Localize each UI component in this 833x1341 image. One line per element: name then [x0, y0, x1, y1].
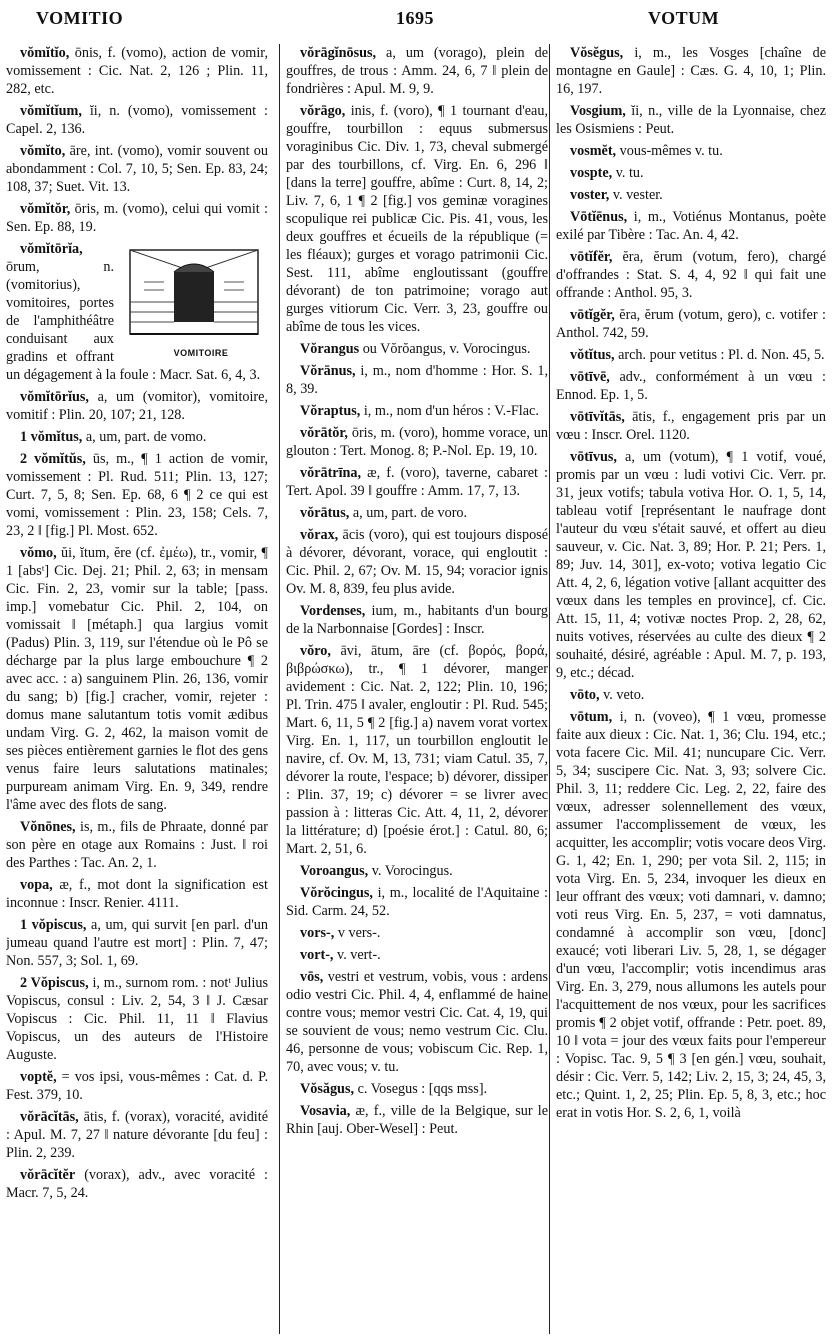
definition: ĭi, n., ville de la Lyonnaise, chez les Osismiens : Peut.: [556, 103, 826, 137]
headword: vŏmĭtōrĭa,: [20, 241, 83, 257]
dictionary-entry: [6, 428, 268, 446]
headword: 2 Vŏpiscus,: [20, 975, 89, 991]
dictionary-entry: [286, 44, 548, 98]
headword: vŏro,: [300, 643, 331, 659]
headword: vŏtĭtus,: [570, 347, 615, 363]
dictionary-entry: [286, 862, 548, 880]
dictionary-entry: [6, 44, 268, 98]
headword: vŏrāgĭnōsus,: [300, 45, 377, 61]
definition: vous-mêmes v. tu.: [616, 143, 723, 159]
headword: Vŏsĕgus,: [570, 45, 624, 61]
column-divider: [279, 44, 280, 1334]
headword: 1 vŏpiscus,: [20, 917, 87, 933]
dictionary-entry: [6, 388, 268, 424]
running-head-left: VOMITIO: [36, 8, 124, 28]
headword: vŏmĭtōrĭus,: [20, 389, 89, 405]
dictionary-entry: [556, 102, 826, 138]
definition: ōris, m. (voro), homme vorace, un glouton : Tert. Monog. 8; P.-Nol. Ep. 19, 10.: [286, 425, 548, 459]
dictionary-entry: [556, 44, 826, 98]
dictionary-entry: [6, 1166, 268, 1202]
column-2: [286, 44, 548, 1334]
definition: i, n. (voveo), ¶ 1 vœu, promesse faite aux dieux : Cic. Nat. 1, 36; Clu. 194, etc.; vota facere Cic. Mil. 41; nuncupare Cic. Verr. 5, 34; suscipere Cic. Nat. 3, 93; solvere Cic. Phil. 3, 11; reddere Cic. Leg. 2, 22, faire des vœux, adresser solennellement des vœux, assumer l'accomplissement de vœux, les acquitter, les accomplir; votis vocare deos Virg. G. 1, 42; En. 1, 290; per vota Sil. 2, 115; in vota Virg. En. 5, 234, invoquer les dieux en leur offrant des vœux; voti damnari, v. damno; voti reus Virg. En. 5, 237, = voti damnatus, condamné à accomplir son vœu, [donc] exaucé; voti liberari Liv. 5, 28, 1, se dégager d'un vœu, l'accomplir; votis incendimus aras Virg. En. 3, 279, nous allumons les autels pour l'acquittement de nos vœux, pour les sacrifices promis ¶ 2 objet votif, offrande : Petr. poet. 89, 10 ‖ vota = jour des vœux faits pour l'empereur : Vopisc. Tac. 9, 5 ¶ 3 [en gén.] vœu, souhait, désir : Cic. Verr. 5, 142; Liv. 2, 15, 3; 24, 45, 3, etc.; Quint. 1, 2, 25; Plin. Ep. 5, 8, 3, etc.; hoc erat in votis Hor. S. 2, 6, 1, voilà: [556, 709, 826, 1121]
dictionary-entry: [286, 102, 548, 336]
definition: is, m., fils de Phraate, donné par son père en otage aux Romains : Just. ‖ roi des Parthes : Tac. An. 2, 1.: [6, 819, 268, 871]
dictionary-entry: [286, 924, 548, 942]
definition: adv., conformément à un vœu : Ennod. Ep. 1, 5.: [556, 369, 826, 403]
definition: æ, f., ville de la Belgique, sur le Rhin [auj. Ober-Wesel] : Peut.: [286, 1103, 548, 1137]
dictionary-entry: [286, 1102, 548, 1138]
definition: v. veto.: [599, 687, 645, 703]
dictionary-entry: [286, 402, 548, 420]
dictionary-entry: [6, 876, 268, 912]
definition: i, m., Votiénus Montanus, poète exilé par Tibère : Tac. An. 4, 42.: [556, 209, 826, 243]
dictionary-entry: [286, 602, 548, 638]
headword: Vŏnōnes,: [20, 819, 76, 835]
definition: vestri et vestrum, vobis, vous : ardens odio vestri Cic. Phil. 4, 4, enflammé de haine contre vous; memor vestri Cic. Cat. 4, 19, qui se souvient de vous; nemo vestrum Cic. Clu. 46, personne de vous; vobiscum Cic. Rep. 1, 70, avec vous; v. tu.: [286, 969, 548, 1075]
dictionary-entry: [286, 464, 548, 500]
dictionary-entry: [556, 408, 826, 444]
headword: vŏrātŏr,: [300, 425, 348, 441]
definition: ōrum, n. (vomitorius), vomitoires, portes de l'amphithéâtre conduisant aux gradins et offrant un dégagement à la foule : Macr. Sat. 6, 4, 3.: [6, 259, 261, 383]
definition: i, m., nom d'un héros : V.-Flac.: [360, 403, 539, 419]
dictionary-entry: [556, 186, 826, 204]
headword: vŏrax,: [300, 527, 339, 543]
dictionary-entry: [286, 340, 548, 358]
definition: ātis, f. (vorax), voracité, avidité : Apul. M. 7, 27 ‖ nature dévorante [du feu] : Plin. 2, 239.: [6, 1109, 268, 1161]
headword: 2 vŏmĭtŭs,: [20, 451, 86, 467]
headword: vŏrācĭtĕr: [20, 1167, 76, 1183]
definition: i, m., les Vosges [chaîne de montagne en Gaule] : Cæs. G. 4, 10, 1; Plin. 16, 197.: [556, 45, 826, 97]
headword: vōto,: [570, 687, 600, 703]
vomitorium-illustration-icon: [124, 242, 264, 342]
definition: a, um, qui survit [en parl. d'un jumeau quand l'autre est mort] : Plin. 7, 47; Non. 557, 3; Sol. 1, 69.: [6, 917, 268, 969]
dictionary-columns: [0, 44, 833, 1334]
running-head-right: VOTUM: [648, 8, 720, 28]
dictionary-entry: [286, 1080, 548, 1098]
headword: Vordenses,: [300, 603, 366, 619]
headword: vosmĕt,: [570, 143, 617, 159]
definition: ōnis, f. (vomo), action de vomir, vomissement : Cic. Nat. 2, 126 ; Plin. 11, 282, etc.: [6, 45, 268, 97]
definition: i, m., surnom rom. : notᵗ Julius Vopiscus, consul : Liv. 2, 54, 3 ‖ J. Cæsar Vopiscus : Cic. Phil. 11, 11 ‖ Flavius Vopiscus, un des auteurs de l'Histoire Auguste.: [6, 975, 268, 1063]
headword: vōs,: [300, 969, 324, 985]
dictionary-entry: [556, 306, 826, 342]
page-header: [0, 8, 833, 40]
dictionary-entry: [6, 142, 268, 196]
dictionary-entry: [286, 968, 548, 1076]
dictionary-entry: [286, 362, 548, 398]
dictionary-entry: [286, 884, 548, 920]
headword: Vŏrŏcingus,: [300, 885, 373, 901]
headword: vōtīvē,: [570, 369, 610, 385]
dictionary-entry: [556, 248, 826, 302]
definition: a, um (votum), ¶ 1 votif, voué, promis par un vœu : ludi votivi Cic. Verr. pr. 31, jeux votifs; tabula votiva Hor. O. 1, 5, 14, tableau votif [représentant le naufrage dont l'auteur du vœu s'était sauvé, et offert au dieu sauveur, v. Cic. Nat. 3, 89; Hor. P. 21; Pers. 1, 89; Juv. 14, 301], ex-voto; votiva legatio Cic Att. 4, 2, 6, légation votive [allant acquitter des vœux dans les temples en province], cf. Cic. Att. 15, 11, 4; votivæ noctes Prop. 2, 28, 62, nuits votives, réservées au culte des dieux ¶ 2 souhaité, désiré, agréable : Apul. M. 7, p. 193, 9, etc.; décad.: [556, 449, 826, 681]
headword: vŏmĭtĭo,: [20, 45, 70, 61]
definition: i, m., localité de l'Aquitaine : Sid. Carm. 24, 52.: [286, 885, 548, 919]
headword: 1 vŏmĭtus,: [20, 429, 83, 445]
dictionary-entry: [6, 1068, 268, 1104]
definition: ium, m., habitants d'un bourg de la Narbonnaise [Gordes] : Inscr.: [286, 603, 548, 637]
dictionary-entry: [286, 504, 548, 522]
definition: æ, f., mot dont la signification est inconnue : Inscr. Renier. 4111.: [6, 877, 268, 911]
headword: vŏmo,: [20, 545, 57, 561]
dictionary-entry: [6, 450, 268, 540]
headword: vŏmĭto,: [20, 143, 66, 159]
headword: Vosgium,: [570, 103, 626, 119]
dictionary-entry: [6, 102, 268, 138]
figure-caption: VOMITOIRE: [173, 348, 229, 358]
headword: vōtĭgĕr,: [570, 307, 615, 323]
page-number: 1695: [396, 8, 434, 28]
definition: a, um, part. de voro.: [349, 505, 468, 521]
definition: a, um (vomitor), vomitoire, vomitif : Plin. 20, 107; 21, 128.: [6, 389, 268, 423]
dictionary-entry: [6, 544, 268, 814]
dictionary-entry: [556, 708, 826, 1122]
definition: i, m., nom d'homme : Hor. S. 1, 8, 39.: [286, 363, 548, 397]
headword: vŏmĭtĭum,: [20, 103, 82, 119]
definition: æ, f. (voro), taverne, cabaret : Tert. Apol. 39 ‖ gouffre : Amm. 17, 7, 13.: [286, 465, 548, 499]
headword: voster,: [570, 187, 610, 203]
headword: vors-,: [300, 925, 335, 941]
definition: inis, f. (voro), ¶ 1 tournant d'eau, gouffre, tourbillon : equus submersus voraginibus Cic. Div. 1, 73, cheval submergé par des tourbillons, cf. Virg. En. 6, 296 ‖ [dans la terre] gouffre, abîme : Curt. 8, 14, 2; Liv. 7, 6, 1 ¶ 2 [fig.] vos geminæ voragines scopulique rei publicæ Cic. Pis. 41, vous, les deux gouffres et écueils de la république (= les fléaux); gurges et vorago patrimonii Cic. Sest. 111, abîme engloutissant (gouffre dévorant) de ton patrimoine; vorago aut gurges vitiorum Cic. Verr. 3, 23, gouffre ou abîme de tous les vices.: [286, 103, 548, 335]
dictionary-entry: [556, 368, 826, 404]
headword: vŏrātus,: [300, 505, 350, 521]
headword: vōtĭfĕr,: [570, 249, 613, 265]
definition: (vorax), adv., avec voracité : Macr. 7, 5, 24.: [6, 1167, 268, 1201]
dictionary-entry: [6, 1108, 268, 1162]
definition: v. Vorocingus.: [368, 863, 453, 879]
column-divider: [549, 44, 550, 1334]
dictionary-entry: [556, 448, 826, 682]
definition: ūs, m., ¶ 1 action de vomir, vomissement : Pl. Rud. 511; Plin. 13, 127; Curt. 7, 5, 8; Sen. Ep. 68, 6 ¶ 2 ce qui est vomi, vomissement : Plin. 23, 158; Cels. 7, 23, 2 ‖ [fig.] Pl. Most. 652.: [6, 451, 268, 539]
dictionary-entry: [556, 208, 826, 244]
headword: vōtīvus,: [570, 449, 617, 465]
dictionary-entry: [286, 946, 548, 964]
definition: v. vert-.: [333, 947, 381, 963]
dictionary-entry: [286, 526, 548, 598]
dictionary-entry: [6, 974, 268, 1064]
dictionary-entry: [6, 200, 268, 236]
definition: a, um (vorago), plein de gouffres, de trous : Amm. 24, 6, 7 ‖ plein de fondrières : Apul. M. 9, 9.: [286, 45, 548, 97]
headword: vŏrāgo,: [300, 103, 346, 119]
dictionary-entry: [556, 686, 826, 704]
dictionary-entry: [286, 424, 548, 460]
headword: Vosavia,: [300, 1103, 351, 1119]
definition: c. Vosegus : [qqs mss].: [354, 1081, 488, 1097]
headword: vort-,: [300, 947, 334, 963]
definition: ātis, f., engagement pris par un vœu : Inscr. Orel. 1120.: [556, 409, 826, 443]
dictionary-entry: [556, 164, 826, 182]
dictionary-entry: [6, 818, 268, 872]
definition: āre, int. (vomo), vomir souvent ou abondamment : Col. 7, 10, 5; Sen. Ep. 83, 24; 108, 37; Suet. Vit. 13.: [6, 143, 268, 195]
definition: v vers-.: [334, 925, 381, 941]
definition: v. vester.: [609, 187, 663, 203]
definition: ĭi, n. (vomo), vomissement : Capel. 2, 136.: [6, 103, 268, 137]
headword: Vŏrānus,: [300, 363, 356, 379]
column-3: [556, 44, 826, 1334]
headword: Voroangus,: [300, 863, 369, 879]
definition: āvi, ātum, āre (cf. βορός, βορά, βιβρώσκω), tr., ¶ 1 dévorer, manger avidement : Cic. Nat. 2, 122; Plin. 10, 196; Pl. Trin. 475 ‖ avaler, engloutir : Pl. Rud. 545; Mart. 6, 11, 5 ¶ 2 [fig.] a) navem vorat vortex Virg. En. 1, 117, un tourbillon engloutit le navire, cf. Ov. M, 13, 731; viam Catul. 35, 7, dévorer la route, l'espace; b) dévorer, dissiper : Plin. 37, 19; c) dévorer = se livrer avec passion à : litteras Cic. Att. 4, 11, 2, dévorer la littérature; d) [poésie érot.] : Catul. 80, 6; Mart. 2, 51, 6.: [286, 643, 548, 857]
definition: = vos ipsi, vous-mêmes : Cat. d. P. Fest. 379, 10.: [6, 1069, 268, 1103]
headword: vŏmĭtŏr,: [20, 201, 71, 217]
definition: v. tu.: [612, 165, 644, 181]
definition: ĕra, ĕrum (votum, gero), c. votifer : Anthol. 742, 59.: [556, 307, 826, 341]
dictionary-entry: [6, 916, 268, 970]
headword: Vŏsăgus,: [300, 1081, 355, 1097]
headword: vŏrācĭtās,: [20, 1109, 79, 1125]
definition: a, um, part. de vomo.: [82, 429, 207, 445]
definition: ācis (voro), qui est toujours disposé à dévorer, dévorant, vorace, qui engloutit : Cic. Phil. 2, 67; Ov. M. 15, 94; voracior ignis Ov. M. 8, 839, feu plus avide.: [286, 527, 548, 597]
definition: arch. pour vetitus : Pl. d. Non. 45, 5.: [614, 347, 825, 363]
column-1: [6, 44, 268, 1334]
dictionary-entry: [556, 142, 826, 160]
headword: Vōtĭēnus,: [570, 209, 628, 225]
headword: Vŏrangus: [300, 341, 360, 357]
vomitorium-figure: [120, 242, 268, 360]
definition: ou Vŏrŏangus, v. Vorocingus.: [359, 341, 531, 357]
headword: vŏrātrīna,: [300, 465, 362, 481]
headword: voptĕ,: [20, 1069, 57, 1085]
definition: ōris, m. (vomo), celui qui vomit : Sen. Ep. 88, 19.: [6, 201, 268, 235]
headword: vopa,: [20, 877, 53, 893]
dictionary-entry: [286, 642, 548, 858]
dictionary-entry: [556, 346, 826, 364]
definition: ĕra, ĕrum (votum, fero), chargé d'offrandes : Stat. S. 4, 4, 92 ‖ qui fait une offrande : Anthol. 95, 3.: [556, 249, 826, 301]
dictionary-entry: [6, 240, 268, 384]
headword: vōtum,: [570, 709, 613, 725]
headword: vōtīvĭtās,: [570, 409, 625, 425]
definition: ŭi, ĭtum, ĕre (cf. ἐμέω), tr., vomir, ¶ 1 [absᵗ] Cic. Dej. 21; Phil. 2, 63; in mensam Cic. Fin. 2, 23, vomir sur la table; [pass. imp.] vomebatur Cic. Phil. 2, 104, on vomissait ‖ [métaph.] qua largius vomit (Padus) Plin. 3, 119, sur l'étendue où le Pô se décharge par la plus large embouchure ¶ 2 avec acc. : a) sanguinem Plin. 26, 136, vomir du sang; b) [fig.] cracher, vomir, rejeter : domus mane salutantum totis vomit ædibus undam Virg. G. 2, 462, la maison vomit de ses pièces entièrement garnies le flot des gens venus faire leurs salutations matinales; purpuream animam Virg. En. 9, 349, rendre l'âme avec des flots de sang.: [6, 545, 268, 813]
headword: vospte,: [570, 165, 613, 181]
headword: Vŏraptus,: [300, 403, 361, 419]
